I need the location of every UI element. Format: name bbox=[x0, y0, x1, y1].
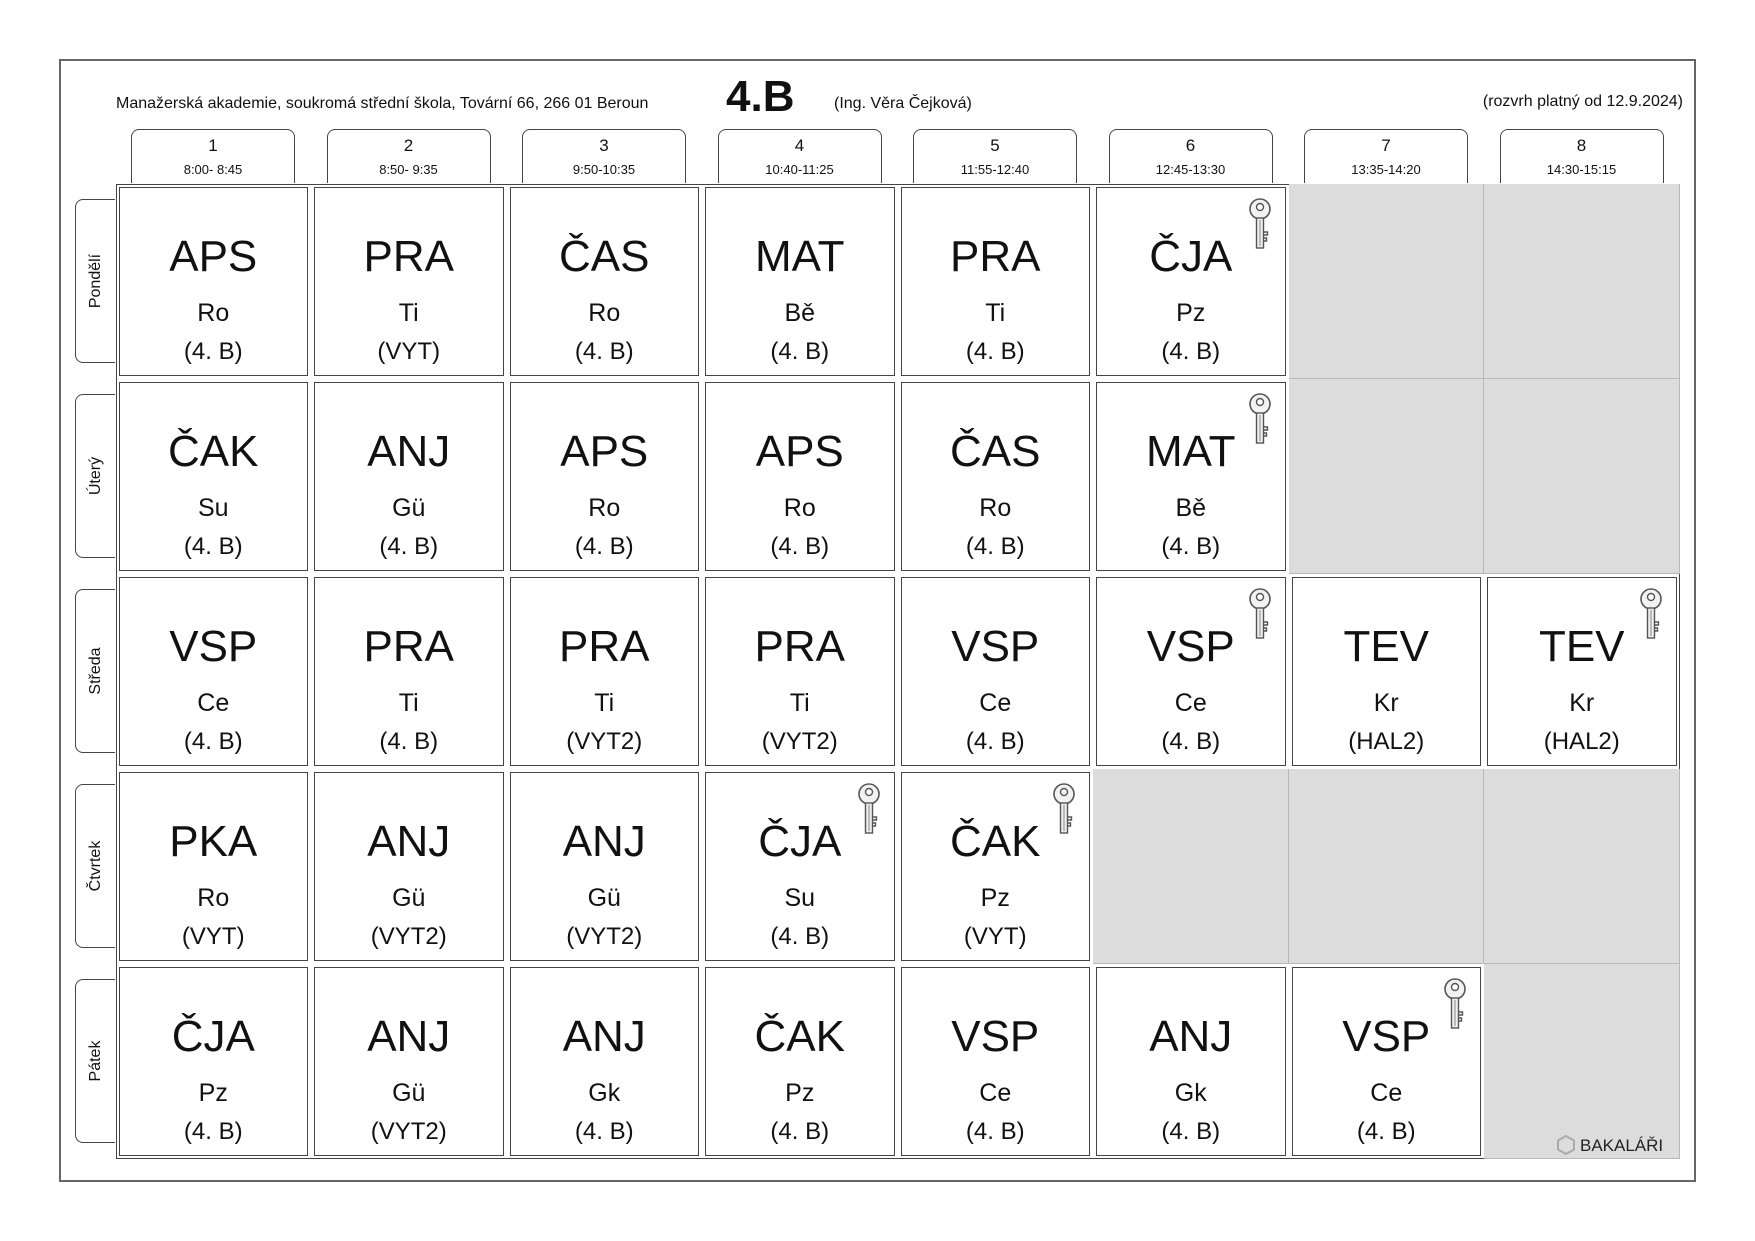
lesson-card bbox=[314, 967, 504, 1156]
lesson-room: (4. B) bbox=[965, 727, 1025, 755]
lesson-slot bbox=[898, 574, 1094, 769]
lesson-room: (4. B) bbox=[1161, 337, 1221, 365]
key-icon bbox=[1638, 588, 1664, 642]
period-time: 8:00- 8:45 bbox=[183, 162, 243, 177]
lesson-teacher: Ti bbox=[398, 688, 419, 717]
day-tab bbox=[75, 784, 115, 948]
day-tab bbox=[75, 589, 115, 753]
lesson-room: (VYT2) bbox=[761, 727, 838, 755]
period-number: 8 bbox=[1576, 136, 1587, 155]
lesson-room: (4. B) bbox=[965, 1117, 1025, 1145]
period-tab bbox=[718, 129, 882, 183]
period-header-row bbox=[116, 129, 1680, 183]
lesson-slot bbox=[1289, 964, 1485, 1159]
lesson-slot bbox=[1093, 184, 1289, 379]
lesson-teacher: Ro bbox=[783, 493, 816, 522]
lesson-slot bbox=[116, 769, 312, 964]
lesson-card bbox=[119, 382, 309, 571]
lesson-card bbox=[705, 772, 895, 961]
lesson-slot bbox=[507, 964, 703, 1159]
bakalari-logo-icon bbox=[1556, 1135, 1576, 1155]
lesson-teacher: Bě bbox=[1175, 493, 1207, 522]
class-teacher: (Ing. Věra Čejková) bbox=[834, 95, 972, 112]
lesson-slot bbox=[116, 379, 312, 574]
day-tab bbox=[75, 199, 115, 363]
lesson-subject: ANJ bbox=[562, 1011, 646, 1061]
lesson-slot bbox=[507, 379, 703, 574]
lesson-room: (HAL2) bbox=[1348, 727, 1425, 755]
empty-slot bbox=[1289, 379, 1485, 574]
period-tab bbox=[913, 129, 1077, 183]
lesson-card bbox=[901, 577, 1091, 766]
lesson-room: (4. B) bbox=[379, 727, 439, 755]
lesson-subject: ANJ bbox=[367, 816, 451, 866]
lesson-card bbox=[1096, 187, 1286, 376]
lesson-room: (4. B) bbox=[183, 1117, 243, 1145]
lesson-teacher: Pz bbox=[980, 883, 1010, 912]
lesson-teacher: Ce bbox=[1174, 688, 1207, 717]
lesson-slot bbox=[116, 184, 312, 379]
lesson-slot bbox=[507, 574, 703, 769]
lesson-card bbox=[705, 187, 895, 376]
lesson-room: (4. B) bbox=[965, 337, 1025, 365]
lesson-subject: PRA bbox=[363, 621, 454, 671]
key-icon bbox=[1247, 198, 1273, 252]
lesson-room: (VYT2) bbox=[566, 922, 643, 950]
lesson-room: (HAL2) bbox=[1543, 727, 1620, 755]
lesson-teacher: Gk bbox=[1174, 1078, 1207, 1107]
lesson-slot bbox=[702, 184, 898, 379]
period-time: 11:55-12:40 bbox=[960, 162, 1030, 177]
lesson-subject: ANJ bbox=[562, 816, 646, 866]
period-tab bbox=[1500, 129, 1664, 183]
lesson-teacher: Ro bbox=[979, 493, 1012, 522]
period-number: 5 bbox=[990, 136, 1000, 155]
lesson-room: (4. B) bbox=[1161, 532, 1221, 560]
validity-note: (rozvrh platný od 12.9.2024) bbox=[1482, 93, 1683, 110]
lesson-card bbox=[510, 187, 700, 376]
lesson-room: (VYT2) bbox=[566, 727, 643, 755]
lesson-card bbox=[705, 382, 895, 571]
lesson-subject: VSP bbox=[1342, 1011, 1431, 1061]
lesson-teacher: Ti bbox=[398, 298, 419, 327]
lesson-room: (4. B) bbox=[965, 532, 1025, 560]
lesson-subject: TEV bbox=[1343, 621, 1430, 671]
lesson-teacher: Ce bbox=[979, 688, 1012, 717]
lesson-card bbox=[1487, 577, 1677, 766]
lesson-teacher: Kr bbox=[1569, 688, 1595, 717]
day-label: Čtvrtek bbox=[86, 840, 104, 892]
lesson-slot bbox=[1093, 964, 1289, 1159]
lesson-subject: ČAK bbox=[754, 1011, 845, 1061]
lesson-teacher: Su bbox=[784, 883, 816, 912]
lesson-room: (4. B) bbox=[770, 337, 830, 365]
lesson-teacher: Bě bbox=[784, 298, 816, 327]
day-label: Úterý bbox=[86, 456, 104, 496]
timetable-grid bbox=[116, 184, 1680, 1159]
lesson-teacher: Pz bbox=[198, 1078, 228, 1107]
lesson-slot bbox=[898, 769, 1094, 964]
period-tab bbox=[327, 129, 491, 183]
lesson-teacher: Su bbox=[197, 493, 229, 522]
period-number: 1 bbox=[208, 136, 218, 155]
lesson-room: (4. B) bbox=[1161, 1117, 1221, 1145]
lesson-subject: ČJA bbox=[1149, 231, 1233, 281]
brand-label: BAKALÁŘI bbox=[1580, 1136, 1664, 1155]
period-number: 6 bbox=[1185, 136, 1196, 155]
lesson-room: (4. B) bbox=[379, 532, 439, 560]
lesson-slot bbox=[1093, 574, 1289, 769]
period-number: 4 bbox=[794, 136, 805, 155]
period-number: 7 bbox=[1381, 136, 1391, 155]
lesson-teacher: Ro bbox=[588, 298, 621, 327]
empty-slot bbox=[1484, 769, 1680, 964]
lesson-card bbox=[1096, 577, 1286, 766]
lesson-subject: ČJA bbox=[758, 816, 842, 866]
lesson-teacher: Ce bbox=[197, 688, 230, 717]
lesson-room: (4. B) bbox=[183, 727, 243, 755]
brand-footer bbox=[1556, 1135, 1663, 1156]
lesson-room: (VYT) bbox=[377, 337, 441, 365]
lesson-subject: ANJ bbox=[1149, 1011, 1233, 1061]
lesson-card bbox=[1096, 967, 1286, 1156]
key-icon bbox=[1051, 783, 1077, 837]
lesson-slot bbox=[311, 769, 507, 964]
empty-slot bbox=[1484, 184, 1680, 379]
lesson-card bbox=[314, 772, 504, 961]
lesson-slot bbox=[116, 574, 312, 769]
key-icon bbox=[1442, 978, 1468, 1032]
lesson-room: (4. B) bbox=[770, 1117, 830, 1145]
day-label: Pátek bbox=[86, 1040, 104, 1082]
lesson-subject: PRA bbox=[559, 621, 650, 671]
lesson-card bbox=[1292, 967, 1482, 1156]
lesson-slot bbox=[898, 184, 1094, 379]
lesson-subject: VSP bbox=[1146, 621, 1235, 671]
lesson-teacher: Ti bbox=[985, 298, 1006, 327]
lesson-subject: MAT bbox=[1145, 426, 1236, 476]
period-number: 3 bbox=[599, 136, 609, 155]
lesson-room: (4. B) bbox=[574, 532, 634, 560]
lesson-subject: APS bbox=[169, 231, 258, 281]
lesson-teacher: Pz bbox=[1176, 298, 1206, 327]
empty-slot bbox=[1289, 184, 1485, 379]
lesson-room: (VYT) bbox=[181, 922, 245, 950]
lesson-subject: ČAK bbox=[168, 426, 259, 476]
lesson-slot bbox=[311, 379, 507, 574]
lesson-subject: ANJ bbox=[367, 426, 451, 476]
lesson-teacher: Ce bbox=[1370, 1078, 1403, 1107]
lesson-card bbox=[901, 382, 1091, 571]
lesson-room: (VYT2) bbox=[370, 922, 447, 950]
lesson-slot bbox=[702, 964, 898, 1159]
lesson-subject: APS bbox=[560, 426, 649, 476]
lesson-subject: TEV bbox=[1538, 621, 1625, 671]
period-time: 14:30-15:15 bbox=[1546, 162, 1617, 177]
lesson-card bbox=[314, 382, 504, 571]
period-time: 13:35-14:20 bbox=[1351, 162, 1421, 177]
lesson-slot bbox=[898, 964, 1094, 1159]
day-tab bbox=[75, 979, 115, 1143]
lesson-room: (VYT) bbox=[963, 922, 1027, 950]
lesson-card bbox=[119, 577, 309, 766]
lesson-slot bbox=[702, 574, 898, 769]
period-time: 9:50-10:35 bbox=[572, 162, 636, 177]
lesson-slot bbox=[702, 769, 898, 964]
day-label: Pondělí bbox=[86, 253, 104, 309]
period-number: 2 bbox=[403, 136, 414, 155]
lesson-room: (4. B) bbox=[1161, 727, 1221, 755]
key-icon bbox=[1247, 588, 1273, 642]
lesson-subject: PKA bbox=[169, 816, 258, 866]
lesson-card bbox=[901, 772, 1091, 961]
lesson-teacher: Ro bbox=[197, 298, 230, 327]
lesson-slot bbox=[116, 964, 312, 1159]
lesson-slot bbox=[311, 964, 507, 1159]
period-time: 10:40-11:25 bbox=[765, 162, 834, 177]
lesson-card bbox=[314, 187, 504, 376]
lesson-slot bbox=[1289, 574, 1485, 769]
lesson-room: (VYT2) bbox=[370, 1117, 447, 1145]
lesson-card bbox=[1096, 382, 1286, 571]
lesson-teacher: Gü bbox=[587, 883, 621, 912]
lesson-slot bbox=[311, 574, 507, 769]
period-tab bbox=[131, 129, 295, 183]
empty-slot bbox=[1484, 379, 1680, 574]
lesson-room: (4. B) bbox=[770, 532, 830, 560]
day-label: Středa bbox=[86, 647, 104, 695]
lesson-card bbox=[901, 187, 1091, 376]
lesson-teacher: Ce bbox=[979, 1078, 1012, 1107]
lesson-teacher: Gü bbox=[392, 1078, 426, 1107]
lesson-subject: ČAS bbox=[559, 231, 650, 281]
lesson-teacher: Kr bbox=[1373, 688, 1399, 717]
lesson-subject: VSP bbox=[951, 621, 1040, 671]
lesson-teacher: Ti bbox=[594, 688, 615, 717]
lesson-slot bbox=[702, 379, 898, 574]
lesson-slot bbox=[1093, 379, 1289, 574]
lesson-card bbox=[314, 577, 504, 766]
lesson-subject: ČAK bbox=[950, 816, 1041, 866]
lesson-teacher: Gü bbox=[392, 493, 426, 522]
lesson-card bbox=[510, 382, 700, 571]
empty-slot bbox=[1289, 769, 1485, 964]
lesson-card bbox=[119, 187, 309, 376]
empty-slot bbox=[1093, 769, 1289, 964]
lesson-teacher: Ro bbox=[197, 883, 230, 912]
period-time: 12:45-13:30 bbox=[1155, 162, 1226, 177]
lesson-subject: MAT bbox=[754, 231, 845, 281]
lesson-card bbox=[119, 967, 309, 1156]
class-title: 4.B bbox=[726, 72, 795, 121]
lesson-card bbox=[901, 967, 1091, 1156]
lesson-subject: ČAS bbox=[950, 426, 1041, 476]
lesson-teacher: Ro bbox=[588, 493, 621, 522]
lesson-card bbox=[510, 967, 700, 1156]
school-name: Manažerská akademie, soukromá střední škola, Tovární 66, 266 01 Beroun bbox=[116, 95, 649, 112]
lesson-room: (4. B) bbox=[770, 922, 830, 950]
lesson-teacher: Pz bbox=[785, 1078, 815, 1107]
lesson-card bbox=[510, 577, 700, 766]
period-tab bbox=[1109, 129, 1273, 183]
lesson-room: (4. B) bbox=[183, 337, 243, 365]
lesson-card bbox=[705, 967, 895, 1156]
lesson-teacher: Gü bbox=[392, 883, 426, 912]
period-tab bbox=[1304, 129, 1468, 183]
period-time: 8:50- 9:35 bbox=[379, 162, 438, 177]
key-icon bbox=[856, 783, 882, 837]
lesson-subject: ANJ bbox=[367, 1011, 451, 1061]
lesson-slot bbox=[1484, 574, 1680, 769]
lesson-room: (4. B) bbox=[183, 532, 243, 560]
key-icon bbox=[1247, 393, 1273, 447]
day-tab bbox=[75, 394, 115, 558]
lesson-slot bbox=[507, 769, 703, 964]
lesson-subject: ČJA bbox=[171, 1011, 255, 1061]
lesson-slot bbox=[898, 379, 1094, 574]
empty-slot bbox=[1484, 964, 1680, 1159]
day-header-column bbox=[75, 184, 115, 1159]
lesson-room: (4. B) bbox=[574, 337, 634, 365]
lesson-card bbox=[1292, 577, 1482, 766]
lesson-room: (4. B) bbox=[574, 1117, 634, 1145]
lesson-subject: VSP bbox=[951, 1011, 1040, 1061]
lesson-card bbox=[119, 772, 309, 961]
lesson-subject: APS bbox=[755, 426, 844, 476]
period-tab bbox=[522, 129, 686, 183]
lesson-teacher: Ti bbox=[789, 688, 810, 717]
lesson-subject: PRA bbox=[754, 621, 845, 671]
lesson-card bbox=[705, 577, 895, 766]
lesson-teacher: Gk bbox=[588, 1078, 621, 1107]
lesson-slot bbox=[507, 184, 703, 379]
lesson-subject: VSP bbox=[169, 621, 258, 671]
lesson-room: (4. B) bbox=[1356, 1117, 1416, 1145]
lesson-subject: PRA bbox=[950, 231, 1041, 281]
lesson-card bbox=[510, 772, 700, 961]
lesson-slot bbox=[311, 184, 507, 379]
lesson-subject: PRA bbox=[363, 231, 454, 281]
